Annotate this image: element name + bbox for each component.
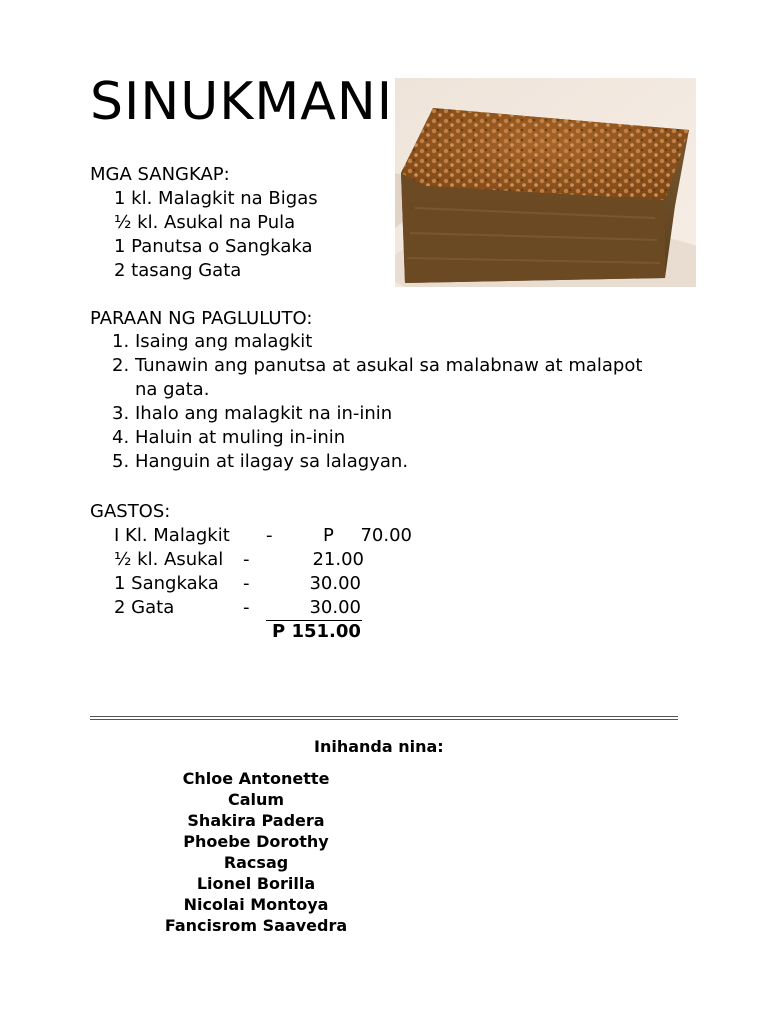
author-name: Phoebe Dorothy — [183, 832, 329, 851]
author-name: Chloe Antonette — [182, 769, 330, 788]
cost-item: I Kl. Malagkit — [114, 525, 230, 546]
recipe-title: SINUKMANI — [90, 72, 394, 132]
step-text: Ihalo ang malagkit na in-inin — [135, 403, 393, 424]
divider — [90, 719, 678, 720]
cost-amount: 21.00 — [312, 549, 364, 570]
step-text: Hanguin at ilagay sa lalagyan. — [135, 451, 409, 472]
step-text: Tunawin ang panutsa at asukal sa malabnaw at malapot na gata. — [135, 355, 643, 400]
cost-dash: - — [243, 573, 250, 594]
step-number: 1. — [112, 331, 130, 352]
procedure-step — [90, 450, 650, 474]
procedure-step — [90, 354, 650, 402]
step-number: 5. — [112, 451, 130, 472]
sinukmani-photo — [395, 78, 696, 287]
author-name: Fancisrom Saavedra — [164, 916, 348, 935]
author-name: Shakira Padera — [187, 811, 325, 830]
step-text: Isaing ang malagkit — [135, 331, 313, 352]
procedure-step — [90, 402, 650, 426]
cost-item: ½ kl. Asukal — [114, 549, 224, 570]
author-name: Calum — [227, 790, 285, 809]
cost-total: P 151.00 — [272, 621, 361, 642]
author-name: Nicolai Montoya — [183, 895, 329, 914]
cost-amount: 70.00 — [360, 525, 412, 546]
procedure-steps — [90, 330, 650, 474]
author-list — [140, 768, 372, 936]
divider — [90, 716, 678, 717]
step-number: 4. — [112, 427, 130, 448]
cost-dash: - — [243, 597, 250, 618]
ingredient-item: ½ kl. Asukal na Pula — [114, 212, 296, 233]
prepared-by-label: Inihanda nina: — [314, 737, 444, 756]
ingredient-item: 2 tasang Gata — [114, 260, 242, 281]
cost-item: 2 Gata — [114, 597, 175, 618]
cost-currency: P — [323, 525, 334, 546]
costs-heading: GASTOS: — [90, 501, 171, 522]
step-number: 3. — [112, 403, 130, 424]
cost-dash: - — [243, 549, 250, 570]
procedure-step — [90, 330, 650, 354]
ingredients-heading: MGA SANGKAP: — [90, 164, 230, 185]
author-name: Racsag — [223, 853, 289, 872]
step-text: Haluin at muling in-inin — [135, 427, 346, 448]
step-number: 2. — [112, 355, 130, 376]
cost-item: 1 Sangkaka — [114, 573, 219, 594]
procedure-heading: PARAAN NG PAGLULUTO: — [90, 308, 313, 329]
cost-amount: 30.00 — [309, 597, 361, 618]
ingredient-item: 1 kl. Malagkit na Bigas — [114, 188, 318, 209]
procedure-step — [90, 426, 650, 450]
cost-amount: 30.00 — [309, 573, 361, 594]
author-name: Lionel Borilla — [196, 874, 316, 893]
ingredient-item: 1 Panutsa o Sangkaka — [114, 236, 313, 257]
cost-dash: - — [266, 525, 273, 546]
